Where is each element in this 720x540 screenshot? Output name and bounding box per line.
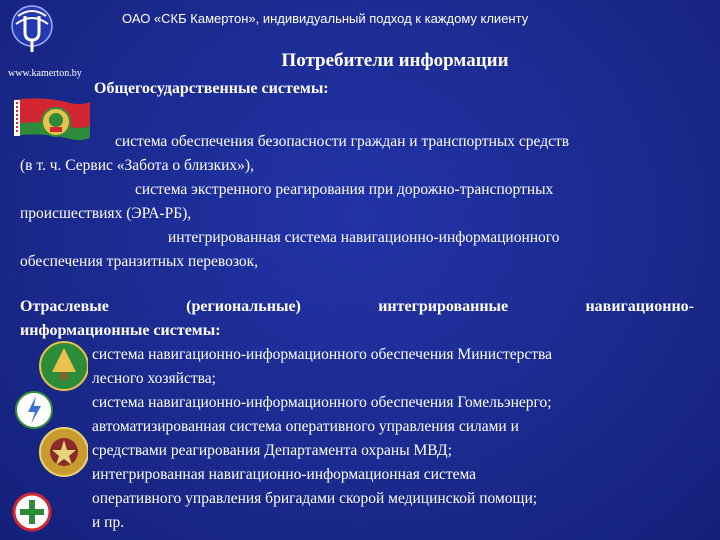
national-systems-list bbox=[20, 130, 690, 274]
forestry-emblem-icon bbox=[40, 342, 88, 390]
section-heading-national: Общегосударственные системы: bbox=[94, 80, 329, 97]
list-item: происшествиях (ЭРА-РБ), bbox=[20, 205, 192, 222]
company-tagline: ОАО «СКБ Камертон», индивидуальный подход к каждому клиенту bbox=[122, 11, 529, 26]
kamerton-logo-icon bbox=[10, 4, 54, 54]
list-item: лесного хозяйства; bbox=[92, 370, 216, 387]
list-item: система навигационно-информационного обеспечения Гомельэнерго; bbox=[92, 394, 552, 411]
list-item: (в т. ч. Сервис «Забота о близких»), bbox=[20, 157, 254, 174]
header bbox=[0, 0, 720, 40]
list-item: и пр. bbox=[92, 514, 125, 531]
list-item: оперативного управления бригадами скорой медицинской помощи; bbox=[92, 490, 538, 507]
page-title: Потребители информации bbox=[281, 50, 509, 71]
list-item: система навигационно-информационного обеспечения Министерства bbox=[92, 346, 553, 363]
list-item: автоматизированная система оперативного управления силами и bbox=[92, 418, 519, 435]
list-item: интегрированная система навигационно-информационного bbox=[168, 229, 560, 246]
heading-word: (региональные) bbox=[186, 298, 301, 315]
heading-word: Отраслевые bbox=[20, 298, 109, 315]
list-item: система обеспечения безопасности граждан и транспортных средств bbox=[115, 133, 570, 150]
heading-line2: информационные системы: bbox=[20, 322, 221, 339]
ambulance-emblem-icon bbox=[14, 494, 50, 530]
list-item: обеспечения транзитных перевозок, bbox=[20, 253, 259, 270]
list-item: интегрированная навигационно-информационная система bbox=[92, 466, 477, 483]
gomelenergo-emblem-icon bbox=[16, 392, 52, 428]
list-item: средствами реагирования Департамента охраны МВД; bbox=[92, 442, 452, 459]
website-link[interactable]: www.kamerton.by bbox=[8, 68, 82, 79]
agency-emblems bbox=[12, 340, 88, 540]
mvd-emblem-icon bbox=[40, 428, 88, 476]
list-item: система экстренного реагирования при дорожно-транспортных bbox=[135, 181, 554, 198]
heading-word: навигационно- bbox=[585, 298, 694, 315]
section-heading-regional bbox=[20, 295, 694, 343]
regional-systems-list bbox=[92, 343, 692, 535]
heading-word: интегрированные bbox=[378, 298, 509, 315]
